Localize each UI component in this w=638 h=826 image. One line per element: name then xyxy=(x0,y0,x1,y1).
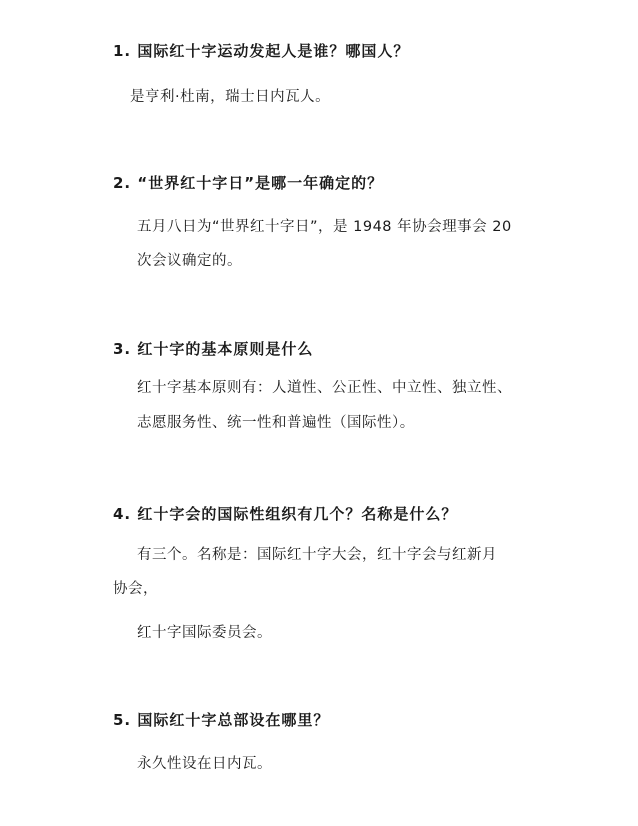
answer-1-line-1: 是亨利·杜南，瑞士日内瓦人。 xyxy=(130,89,331,105)
answer-4-line-2: 协会， xyxy=(113,581,158,597)
answer-4-line-1: 有三个。名称是：国际红十字大会，红十字会与红新月 xyxy=(137,547,497,563)
answer-2-line-1: 五月八日为“世界红十字日”，是 1948 年协会理事会 20 xyxy=(137,219,512,235)
question-2-title: 2. “世界红十字日”是哪一年确定的？ xyxy=(113,174,384,192)
answer-5-line-1: 永久性设在日内瓦。 xyxy=(137,756,272,772)
answer-4-line-3: 红十字国际委员会。 xyxy=(137,625,272,641)
answer-3-line-2: 志愿服务性、统一性和普遍性（国际性）。 xyxy=(137,415,415,431)
answer-3-line-1: 红十字基本原则有：人道性、公正性、中立性、独立性、 xyxy=(137,380,512,396)
question-1-title: 1. 国际红十字运动发起人是谁？哪国人？ xyxy=(113,42,410,60)
question-4-title: 4. 红十字会的国际性组织有几个？名称是什么？ xyxy=(113,505,458,523)
answer-2-line-2: 次会议确定的。 xyxy=(137,253,242,269)
question-5-title: 5. 国际红十字总部设在哪里？ xyxy=(113,711,330,729)
question-3-title: 3. 红十字的基本原则是什么 xyxy=(113,340,314,358)
